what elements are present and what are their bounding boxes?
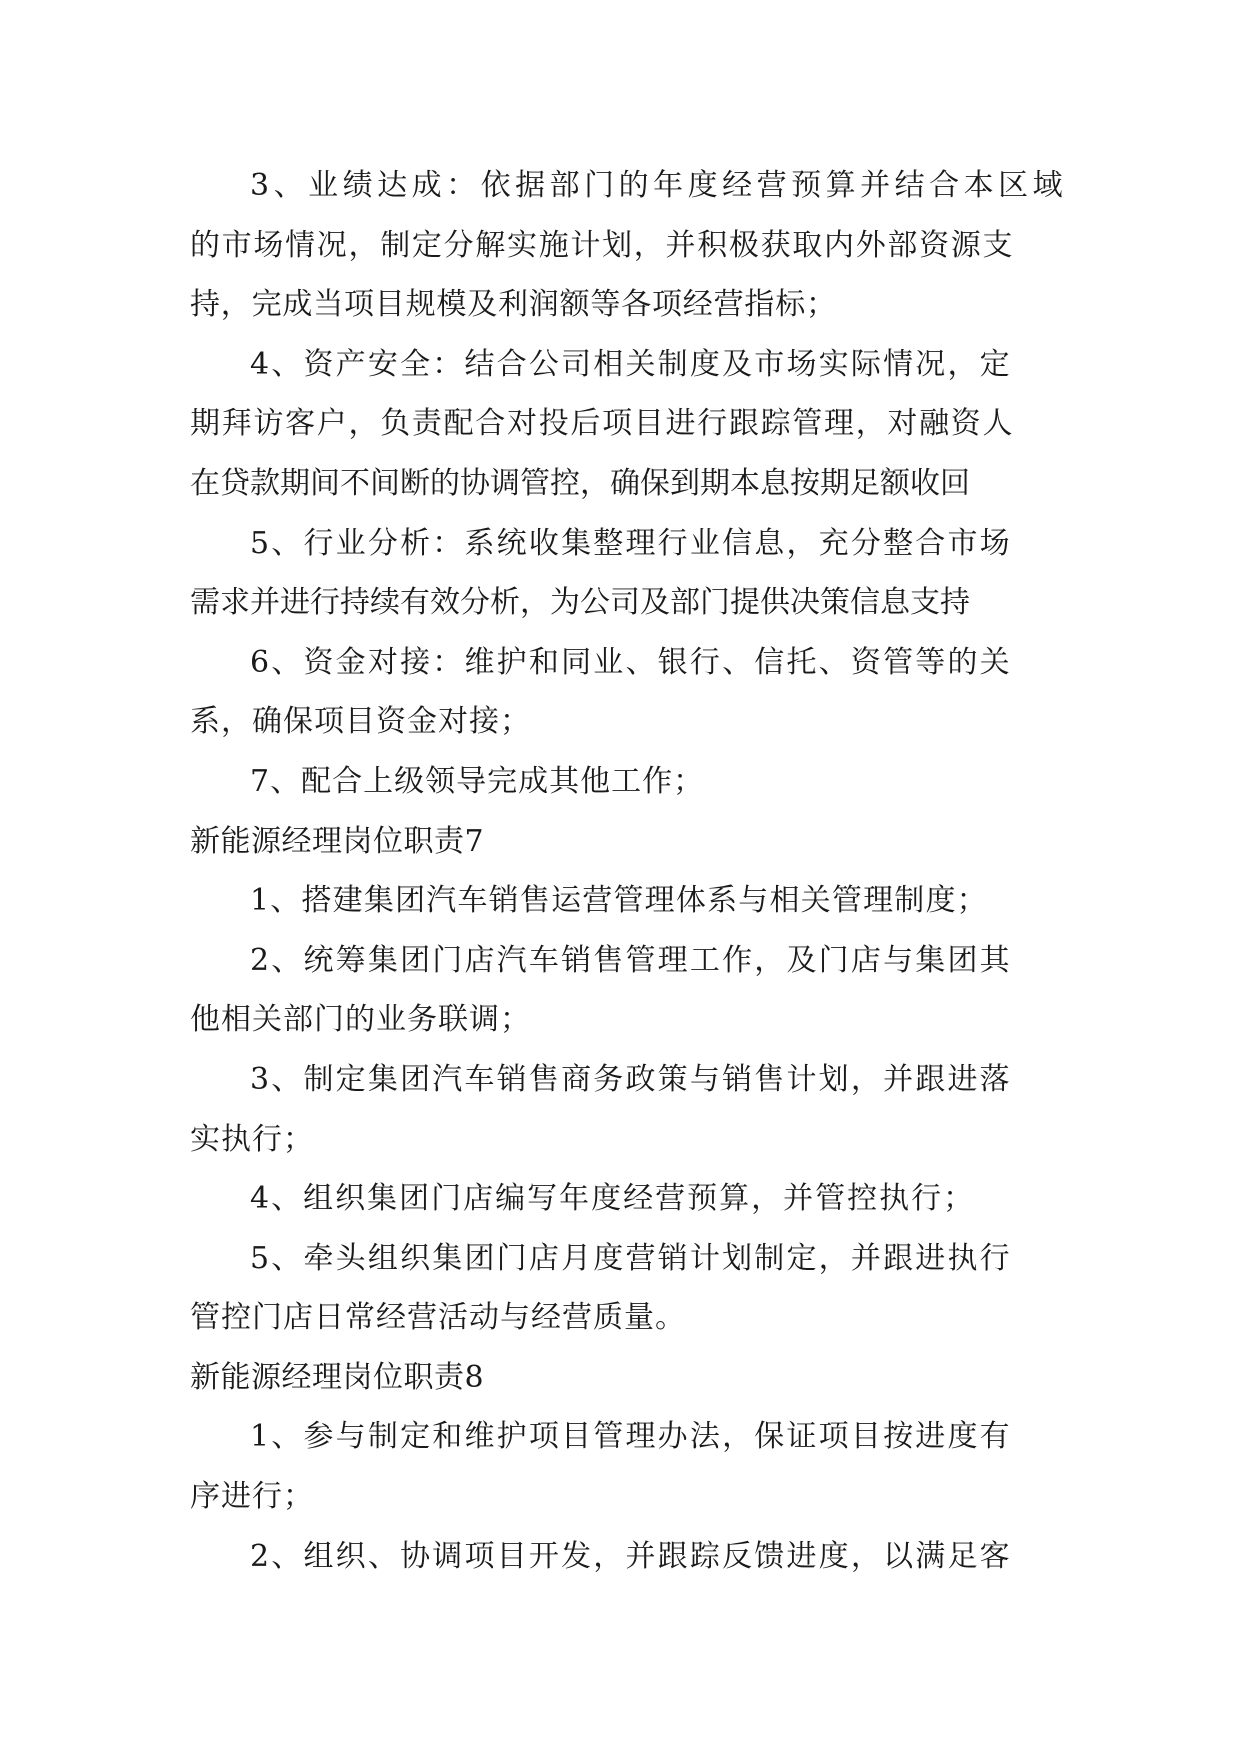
paragraph-line: 持，完成当项目规模及利润额等各项经营指标； <box>190 287 837 323</box>
paragraph-line: 4、资产安全：结合公司相关制度及市场实际情况，定 <box>250 346 1012 382</box>
paragraph-line: 2、统筹集团门店汽车销售管理工作，及门店与集团其 <box>250 942 1012 978</box>
paragraph-line: 需求并进行持续有效分析，为公司及部门提供决策信息支持 <box>190 585 970 621</box>
paragraph-line: 在贷款期间不间断的协调管控，确保到期本息按期足额收回 <box>190 465 970 501</box>
section-heading: 新能源经理岗位职责8 <box>190 1359 485 1395</box>
paragraph-line: 管控门店日常经营活动与经营质量。 <box>190 1300 686 1336</box>
paragraph-line: 1、参与制定和维护项目管理办法，保证项目按进度有 <box>250 1419 1012 1455</box>
paragraph-line: 实执行； <box>190 1121 314 1157</box>
paragraph-line: 5、行业分析：系统收集整理行业信息，充分整合市场 <box>250 525 1012 561</box>
paragraph-line: 他相关部门的业务联调； <box>190 1002 531 1038</box>
paragraph-line: 3、业绩达成：依据部门的年度经营预算并结合本区域 <box>250 168 1068 203</box>
paragraph-line: 7、配合上级领导完成其他工作； <box>250 763 705 799</box>
paragraph-line: 2、组织、协调项目开发，并跟踪反馈进度，以满足客 <box>250 1538 1012 1574</box>
paragraph-line: 1、搭建集团汽车销售运营管理体系与相关管理制度； <box>250 883 988 919</box>
paragraph-line: 系，确保项目资金对接； <box>190 704 531 740</box>
paragraph-line: 4、组织集团门店编写年度经营预算，并管控执行； <box>250 1181 976 1217</box>
paragraph-line: 3、制定集团汽车销售商务政策与销售计划，并跟进落 <box>250 1061 1012 1097</box>
paragraph-line: 期拜访客户，负责配合对投后项目进行跟踪管理，对融资人 <box>190 406 1015 442</box>
document-body <box>190 156 1068 1586</box>
paragraph-line: 6、资金对接：维护和同业、银行、信托、资管等的关 <box>250 644 1012 680</box>
paragraph-line: 5、牵头组织集团门店月度营销计划制定，并跟进执行 <box>250 1240 1012 1276</box>
paragraph-line: 的市场情况，制定分解实施计划，并积极获取内外部资源支 <box>190 227 1015 263</box>
section-heading: 新能源经理岗位职责7 <box>190 823 485 859</box>
paragraph-line: 序进行； <box>190 1479 314 1515</box>
